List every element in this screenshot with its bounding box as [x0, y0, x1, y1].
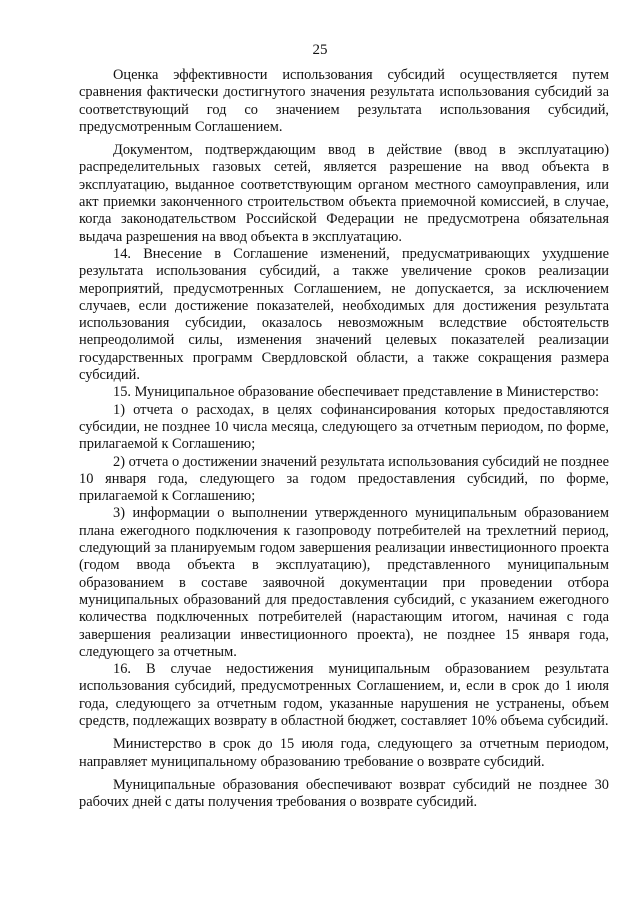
list-item-expense-report: 1) отчета о расходах, в целях софинансирования которых предоставляются субсидии, не позднее 10 числа месяца, следующего за отчетным периодом, по форме, прилагаемой к Соглашению;: [79, 401, 609, 453]
paragraph-ministry-requirement: Министерство в срок до 15 июля года, следующего за отчетным периодом, направляет муниципальному образованию требование о возврате субсидий.: [79, 736, 609, 770]
paragraph-15-municipal-reporting: 15. Муниципальное образование обеспечивает представление в Министерство:: [113, 384, 600, 401]
paragraph-municipal-refund: Муниципальные образования обеспечивают возврат субсидий не позднее 30 рабочих дней с даты получения требования о возврате субсидий.: [79, 776, 609, 811]
page-number: 25: [312, 42, 328, 58]
paragraph-commissioning-document: Документом, подтверждающим ввод в действие (ввод в эксплуатацию) распределительных газовых сетей, является разрешение на ввод объекта в эксплуатацию, выданное соответствующим органом местного самоуправления, или акт приемки законченного строительством объекта приемочной комиссией, в случае, когда законодательством Российской Федерации не предусмотрена обязательная выдача разрешения на ввод объекта в эксплуатацию.: [79, 142, 609, 245]
paragraph-14-agreement-changes: 14. Внесение в Соглашение изменений, предусматривающих ухудшение результата использования субсидий, а также увеличение сроков реализации мероприятий, предусмотренных Соглашением, не допускается, за исключением случаев, если достижение показателей, необходимых для достижения результата использования субсидии, оказалось невозможным вследствие обстоятельств непреодолимой силы, изменения значений целевых показателей реализации государственных программ Свердловской области, а также сокращения размера субсидий.: [79, 245, 609, 384]
list-item-results-report: 2) отчета о достижении значений результата использования субсидий не позднее 10 января года, следующего за годом предоставления субсидий, по форме, прилагаемой к Соглашению;: [79, 453, 609, 505]
paragraph-16-non-achievement: 16. В случае недостижения муниципальным образованием результата использования субсидий, предусмотренных Соглашением, и, если в срок до 1 июля года, следующего за отчетным годом, указанные нарушения не устранены, объем средств, подлежащих возврату в областной бюджет, составляет 10% объема субсидий.: [79, 661, 609, 729]
document-body: [79, 67, 609, 811]
paragraph-evaluation: Оценка эффективности использования субсидий осуществляется путем сравнения фактически достигнутого значения результата использования субсидий за соответствующий год со значением результата использования субсидий, предусмотренным Соглашением.: [79, 67, 609, 135]
list-item-connection-plan-information: 3) информации о выполнении утвержденного муниципальным образованием плана ежегодного подключения к газопроводу потребителей на трехлетний период, следующий за планируемым годом завершения реализации инвестиционного проекта (годом ввода объекта в эксплуатацию), представленного муниципальным образованием в составе заявочной документации при проведении отбора муниципальных образований для предоставления субсидий, с указанием ежегодного количества подключенных потребителей (нарастающим итогом, начиная с года завершения реализации инвестиционного проекта), не позднее 15 января года, следующего за отчетным.: [79, 505, 609, 660]
